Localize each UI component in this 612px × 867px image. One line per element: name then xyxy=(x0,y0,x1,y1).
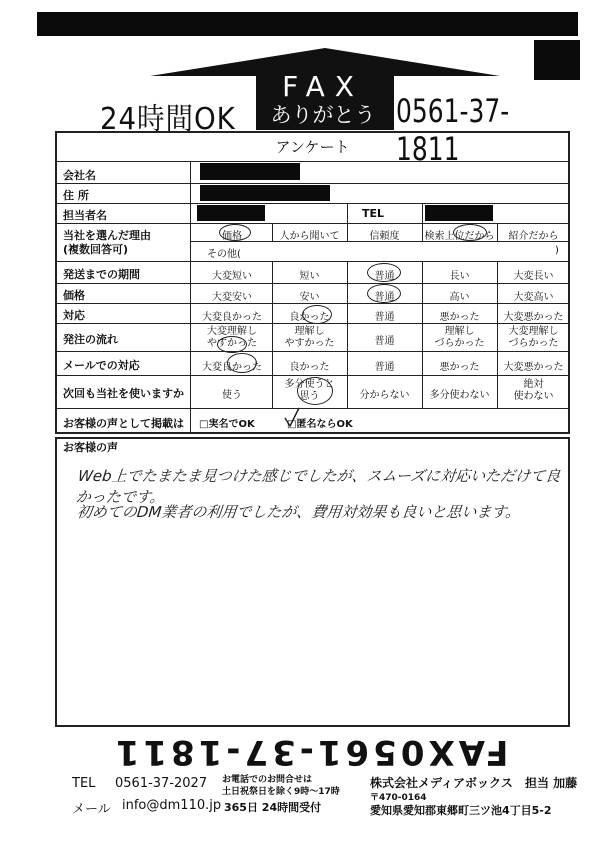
label-next: 次回も当社を使いますか xyxy=(63,387,184,400)
check-mark-icon xyxy=(283,406,301,428)
flow-option: 大変理解し やすかった xyxy=(207,326,257,349)
response-option: 大変良かった xyxy=(202,312,262,323)
label-reason: 当社を選んだ理由 xyxy=(63,229,151,242)
period-option: 大変長い xyxy=(513,271,554,282)
price-option: 大変安い xyxy=(212,292,252,303)
mirrored-fax-number: FAX0561-37-1811 xyxy=(111,732,509,772)
label-flow: 発注の流れ xyxy=(63,333,118,346)
flow-option: 理解し づらかった xyxy=(434,326,485,349)
footer-zip: 〒470-0164 xyxy=(370,793,427,803)
label-company: 会社名 xyxy=(63,169,96,182)
footer-tel: 0561-37-2027 xyxy=(115,776,208,791)
comment-line-2: 初めてのDM業者の利用でしたが、費用対効果も良いと思います。 xyxy=(76,503,522,521)
fax-number: 0561-37-1811 xyxy=(396,92,510,168)
reason-option: 人から聞いて xyxy=(279,231,340,242)
hours-label: 24時間OK xyxy=(100,102,236,137)
footer-address: 愛知県愛知郡東郷町三ツ池4丁目5-2 xyxy=(370,804,552,817)
email-option: 良かった xyxy=(289,362,330,373)
reason-option: 紹介だから xyxy=(508,231,559,242)
circle-mark xyxy=(367,263,401,282)
fax-thanks: ありがとう xyxy=(270,103,376,127)
response-option: 普通 xyxy=(374,312,395,323)
footer-contact: 担当 加藤 xyxy=(525,776,578,790)
period-option: 普通 xyxy=(374,271,395,282)
response-option: 良かった xyxy=(289,312,330,323)
comment-line-1: Web上でたまたま見つけた感じでしたが、スムーズに対応いただけて良かったです。 xyxy=(74,467,562,506)
footer-company: 株式会社メディアボックス xyxy=(370,776,513,790)
footer-hours: 365日 24時間受付 xyxy=(224,801,322,814)
label-price: 価格 xyxy=(63,289,85,302)
reason-option: 信頼度 xyxy=(369,231,400,242)
next-option: 多分使うと 思う xyxy=(284,379,335,402)
response-option: 大変悪かった xyxy=(503,312,564,323)
email-option: 大変良かった xyxy=(202,362,262,373)
footer-tel-label: TEL xyxy=(72,776,96,791)
survey-title: アンケート xyxy=(275,138,350,156)
period-option: 短い xyxy=(299,271,320,282)
price-option: 大変高い xyxy=(513,292,554,303)
circle-mark xyxy=(297,377,333,405)
publish-real-name: □実名でOK xyxy=(199,419,255,430)
price-option: 普通 xyxy=(374,292,395,303)
footer-mail-label: メール xyxy=(72,802,111,817)
email-option: 悪かった xyxy=(439,362,480,373)
label-reason-note: (複数回答可) xyxy=(63,243,129,256)
price-option: 安い xyxy=(299,292,320,303)
circle-mark xyxy=(217,336,247,353)
circle-mark xyxy=(367,284,401,303)
comments-label: お客様の声 xyxy=(63,441,118,454)
redacted-person xyxy=(197,205,265,221)
flow-option: 理解し やすかった xyxy=(284,326,335,349)
reason-option: 検索上位だから xyxy=(424,231,495,242)
circle-mark xyxy=(219,224,251,241)
period-option: 長い xyxy=(449,271,470,282)
label-publish: お客様の声として掲載は xyxy=(63,417,184,430)
circle-mark xyxy=(302,305,332,324)
reason-other: その他( xyxy=(207,249,241,260)
label-tel: TEL xyxy=(362,207,385,220)
label-person: 担当者名 xyxy=(63,209,107,222)
footer-note: お電話でのお問合せは 土日祝祭日を除く9時〜17時 xyxy=(222,775,340,797)
publish-anonymous: □匿名ならOK xyxy=(287,419,353,430)
reason-option: 価格 xyxy=(222,231,242,242)
label-email: メールでの対応 xyxy=(63,359,140,372)
redacted-tel xyxy=(425,205,493,221)
next-option: 多分使わない xyxy=(429,390,490,401)
label-response: 対応 xyxy=(63,309,85,322)
redacted-company xyxy=(200,163,300,180)
circle-mark xyxy=(227,353,257,373)
next-option: 分からない xyxy=(359,390,410,401)
label-period: 発送までの期間 xyxy=(63,268,140,281)
email-option: 普通 xyxy=(374,362,395,373)
flow-option: 大変理解し づらかった xyxy=(508,326,559,349)
label-address: 住 所 xyxy=(63,189,89,202)
email-option: 大変悪かった xyxy=(503,362,564,373)
redacted-header-bar xyxy=(37,12,578,36)
response-option: 悪かった xyxy=(439,312,480,323)
flow-option: 普通 xyxy=(374,336,395,347)
circle-mark xyxy=(453,224,487,241)
comments-box xyxy=(55,437,570,727)
footer-mail: info@dm110.jp xyxy=(122,798,222,813)
next-option: 使う xyxy=(222,390,242,401)
reason-other-close: ) xyxy=(555,245,559,256)
period-option: 大変短い xyxy=(212,271,252,282)
price-option: 高い xyxy=(449,292,470,303)
redacted-address xyxy=(200,185,330,201)
survey-table xyxy=(55,131,570,434)
fax-word: FAX xyxy=(282,70,364,103)
next-option: 絶対 使わない xyxy=(513,379,554,402)
